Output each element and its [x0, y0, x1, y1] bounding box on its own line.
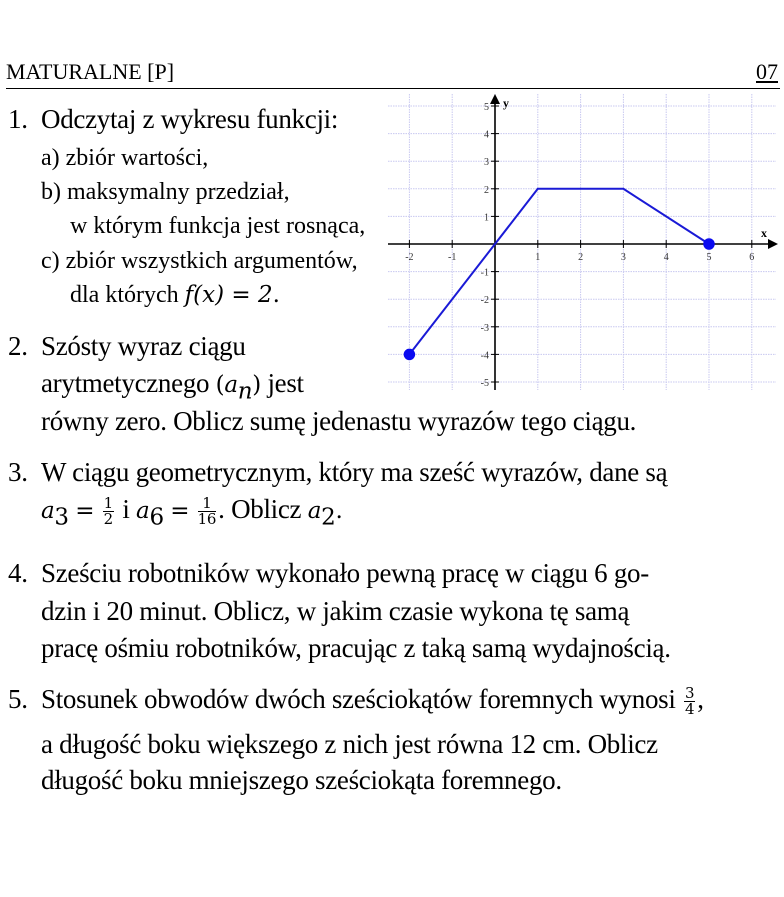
page-header: [6, 58, 780, 89]
numerator: 3: [685, 684, 695, 703]
x-tick-label: 3: [620, 252, 626, 263]
task-2-line-2: [41, 368, 304, 404]
y-tick-label: 4: [484, 129, 489, 141]
y-tick-label: 2: [484, 184, 489, 196]
numerator: 1: [103, 494, 113, 513]
task-5-line-1: Stosunek obwodów dwóch sześciokątów foremnych wynosi: [41, 684, 676, 714]
task-number: 4.: [8, 558, 28, 588]
y-axis-arrow-icon: [490, 94, 500, 104]
task-2-text: arytmetycznego: [41, 368, 210, 398]
denominator: 2: [103, 510, 113, 529]
fraction-a6: [198, 496, 217, 527]
x-tick-label: 1: [535, 252, 541, 263]
task-1c-cont: [70, 282, 280, 309]
task-1c: c) zbiór wszystkich argumentów,: [41, 248, 358, 274]
x-axis-label: x: [761, 226, 767, 240]
task-1: [8, 104, 338, 135]
equals: =: [170, 498, 190, 524]
task-2: [8, 331, 246, 362]
sub-3: 3: [54, 504, 69, 531]
var-a: a: [41, 498, 55, 524]
seq-sub: n: [237, 378, 253, 405]
var-a: a: [307, 498, 322, 524]
function-graph: [380, 92, 784, 392]
denominator: 4: [685, 700, 695, 719]
fraction-a3: [103, 496, 114, 527]
task-4: [8, 558, 649, 589]
task-3-line-2: [41, 494, 342, 530]
task-1b-cont: w którym funkcja jest rosnąca,: [70, 213, 366, 239]
y-tick-label: 3: [484, 157, 489, 169]
y-tick-label: -4: [480, 350, 489, 362]
task-4-line-3: pracę ośmiu robotników, pracując z taką samą wydajnością.: [41, 633, 671, 663]
equals: =: [75, 498, 95, 524]
page-number: 07: [756, 59, 778, 84]
var-a: a: [136, 498, 150, 524]
conjunction: i: [122, 494, 130, 524]
x-tick-label: 2: [578, 252, 584, 263]
denominator: 16: [197, 510, 217, 529]
task-5: [8, 684, 704, 717]
task-1c-text: dla których: [70, 282, 179, 308]
task-2-line-3: równy zero. Oblicz sumę jedenastu wyrazów tego ciągu.: [41, 406, 637, 436]
task-1b: b) maksymalny przedział,: [41, 179, 290, 205]
task-3-line-1: W ciągu geometrycznym, który ma sześć wyrazów, dane są: [41, 457, 668, 487]
task-4-line-2: dzin i 20 minut. Oblicz, w jakim czasie wykona tę samą: [41, 596, 630, 626]
period: .: [335, 498, 343, 524]
fraction-ratio: [684, 686, 695, 717]
y-tick-label: -5: [480, 378, 489, 389]
task-number: 3.: [8, 457, 28, 487]
y-tick-label: -2: [480, 295, 489, 307]
task-3-oblicz: . Oblicz: [218, 494, 302, 524]
task-2-jest: jest: [267, 368, 304, 398]
x-tick-label: -2: [405, 252, 414, 263]
task-1a: a) zbiór wartości,: [41, 145, 209, 171]
numerator: 1: [198, 496, 217, 512]
task-4-line-1: Sześciu robotników wykonało pewną pracę w ciągu 6 go-: [41, 558, 649, 588]
x-axis-arrow-icon: [768, 239, 778, 249]
period: .: [272, 282, 280, 308]
y-tick-label: -3: [480, 322, 489, 334]
task-5-line-3: długość boku mniejszego sześciokąta foremnego.: [41, 765, 562, 795]
task-1c-math: f(x) = 2: [184, 282, 273, 308]
x-tick-label: 6: [749, 252, 755, 263]
paren-close: ): [252, 372, 261, 398]
x-tick-label: -1: [448, 252, 457, 263]
task-number: 2.: [8, 331, 28, 361]
task-number: 5.: [8, 684, 28, 714]
paren-open: (: [215, 372, 225, 398]
x-tick-label: 5: [706, 252, 712, 263]
task-1-text: Odczytaj z wykresu funkcji:: [41, 104, 339, 134]
sub-6: 6: [149, 504, 164, 531]
comma: ,: [697, 684, 704, 714]
task-3: [8, 457, 667, 488]
task-2-line-1: Szósty wyraz ciągu: [41, 331, 246, 361]
task-number: 1.: [8, 104, 28, 134]
x-tick-label: 4: [663, 252, 669, 263]
header-title: MATURALNE [P]: [6, 59, 175, 84]
y-tick-label: 1: [484, 212, 489, 224]
y-tick-label: -1: [480, 267, 489, 279]
y-tick-label: 5: [484, 102, 489, 113]
task-5-line-2: a długość boku większego z nich jest równa 12 cm. Oblicz: [41, 729, 658, 759]
seq-var: a: [224, 372, 238, 398]
y-axis-label: y: [503, 96, 509, 110]
endpoint-dot: [704, 239, 714, 249]
endpoint-dot: [404, 349, 414, 359]
sub-2: 2: [321, 504, 336, 531]
